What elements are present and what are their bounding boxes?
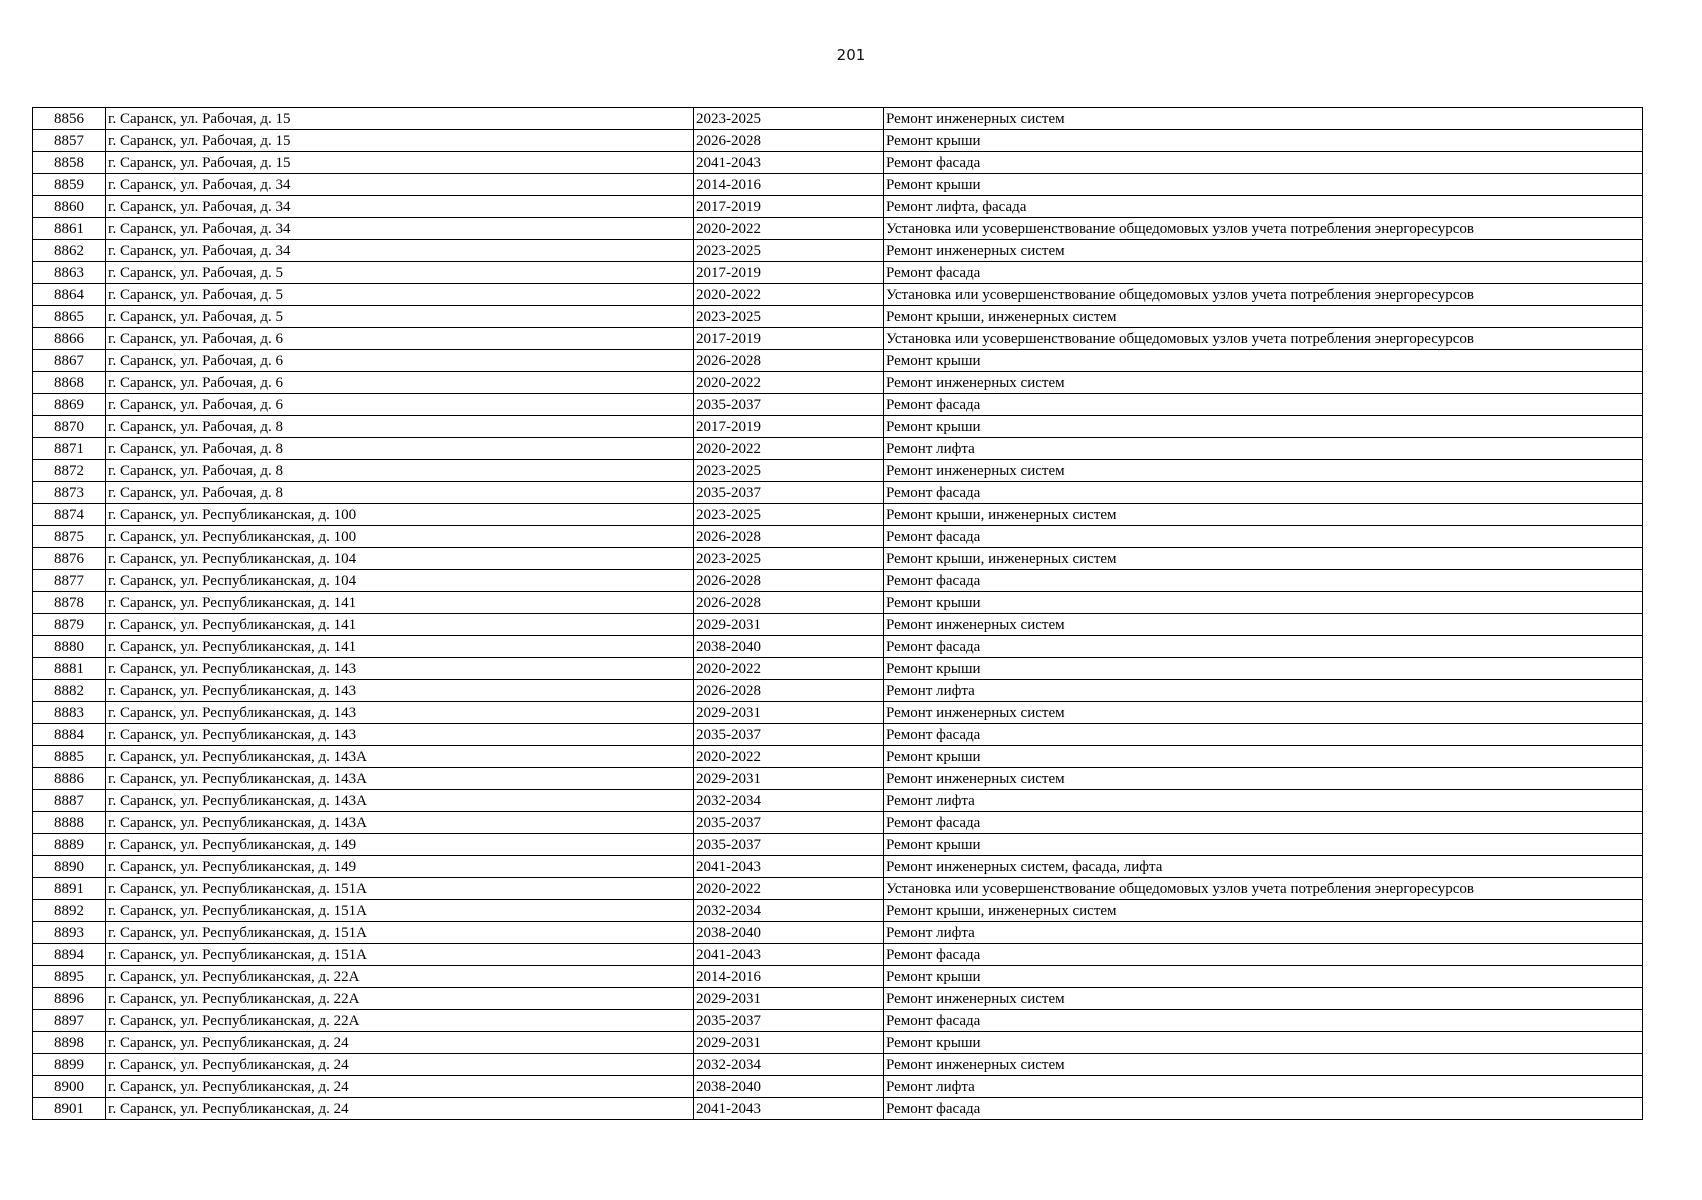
work-type-cell: Ремонт лифта xyxy=(884,790,1643,812)
period-cell: 2017-2019 xyxy=(694,328,884,350)
period-cell: 2023-2025 xyxy=(694,108,884,130)
period-cell: 2017-2019 xyxy=(694,262,884,284)
work-type-cell: Ремонт фасада xyxy=(884,1010,1643,1032)
address-cell: г. Саранск, ул. Республиканская, д. 24 xyxy=(106,1076,694,1098)
row-number-cell: 8895 xyxy=(33,966,106,988)
period-cell: 2032-2034 xyxy=(694,790,884,812)
period-cell: 2029-2031 xyxy=(694,1032,884,1054)
table-row xyxy=(33,240,1643,262)
table-row xyxy=(33,174,1643,196)
address-cell: г. Саранск, ул. Республиканская, д. 141 xyxy=(106,636,694,658)
work-type-cell: Ремонт фасада xyxy=(884,636,1643,658)
period-cell: 2041-2043 xyxy=(694,856,884,878)
address-cell: г. Саранск, ул. Республиканская, д. 143А xyxy=(106,790,694,812)
address-cell: г. Саранск, ул. Республиканская, д. 143А xyxy=(106,768,694,790)
address-cell: г. Саранск, ул. Рабочая, д. 5 xyxy=(106,262,694,284)
period-cell: 2035-2037 xyxy=(694,834,884,856)
address-cell: г. Саранск, ул. Республиканская, д. 22А xyxy=(106,1010,694,1032)
row-number-cell: 8868 xyxy=(33,372,106,394)
table-row xyxy=(33,1054,1643,1076)
address-cell: г. Саранск, ул. Рабочая, д. 34 xyxy=(106,174,694,196)
address-cell: г. Саранск, ул. Республиканская, д. 151А xyxy=(106,878,694,900)
row-number-cell: 8881 xyxy=(33,658,106,680)
address-cell: г. Саранск, ул. Республиканская, д. 149 xyxy=(106,856,694,878)
address-cell: г. Саранск, ул. Республиканская, д. 22А xyxy=(106,966,694,988)
address-cell: г. Саранск, ул. Республиканская, д. 141 xyxy=(106,592,694,614)
row-number-cell: 8889 xyxy=(33,834,106,856)
row-number-cell: 8856 xyxy=(33,108,106,130)
work-type-cell: Ремонт крыши xyxy=(884,746,1643,768)
work-type-cell: Установка или усовершенствование общедомовых узлов учета потребления энергоресурсов xyxy=(884,218,1643,240)
row-number-cell: 8857 xyxy=(33,130,106,152)
work-type-cell: Ремонт инженерных систем xyxy=(884,614,1643,636)
row-number-cell: 8872 xyxy=(33,460,106,482)
period-cell: 2035-2037 xyxy=(694,482,884,504)
period-cell: 2026-2028 xyxy=(694,350,884,372)
address-cell: г. Саранск, ул. Республиканская, д. 22А xyxy=(106,988,694,1010)
table-row xyxy=(33,328,1643,350)
table-row xyxy=(33,372,1643,394)
row-number-cell: 8860 xyxy=(33,196,106,218)
table-row xyxy=(33,350,1643,372)
row-number-cell: 8886 xyxy=(33,768,106,790)
row-number-cell: 8888 xyxy=(33,812,106,834)
table-body xyxy=(33,108,1643,1120)
address-cell: г. Саранск, ул. Республиканская, д. 100 xyxy=(106,504,694,526)
address-cell: г. Саранск, ул. Республиканская, д. 151А xyxy=(106,944,694,966)
row-number-cell: 8880 xyxy=(33,636,106,658)
table-row xyxy=(33,614,1643,636)
work-type-cell: Ремонт фасада xyxy=(884,262,1643,284)
address-cell: г. Саранск, ул. Рабочая, д. 34 xyxy=(106,218,694,240)
address-cell: г. Саранск, ул. Республиканская, д. 143 xyxy=(106,680,694,702)
work-type-cell: Ремонт инженерных систем xyxy=(884,988,1643,1010)
period-cell: 2035-2037 xyxy=(694,394,884,416)
period-cell: 2029-2031 xyxy=(694,702,884,724)
address-cell: г. Саранск, ул. Республиканская, д. 149 xyxy=(106,834,694,856)
period-cell: 2041-2043 xyxy=(694,152,884,174)
address-cell: г. Саранск, ул. Рабочая, д. 6 xyxy=(106,394,694,416)
row-number-cell: 8901 xyxy=(33,1098,106,1120)
period-cell: 2023-2025 xyxy=(694,306,884,328)
address-cell: г. Саранск, ул. Рабочая, д. 8 xyxy=(106,416,694,438)
table-row xyxy=(33,482,1643,504)
table-row xyxy=(33,790,1643,812)
row-number-cell: 8885 xyxy=(33,746,106,768)
table-row xyxy=(33,988,1643,1010)
work-type-cell: Установка или усовершенствование общедомовых узлов учета потребления энергоресурсов xyxy=(884,284,1643,306)
period-cell: 2020-2022 xyxy=(694,284,884,306)
period-cell: 2032-2034 xyxy=(694,900,884,922)
work-type-cell: Ремонт инженерных систем xyxy=(884,372,1643,394)
address-cell: г. Саранск, ул. Республиканская, д. 24 xyxy=(106,1098,694,1120)
period-cell: 2020-2022 xyxy=(694,372,884,394)
table-row xyxy=(33,196,1643,218)
row-number-cell: 8873 xyxy=(33,482,106,504)
work-type-cell: Ремонт крыши xyxy=(884,834,1643,856)
period-cell: 2014-2016 xyxy=(694,174,884,196)
address-cell: г. Саранск, ул. Республиканская, д. 151А xyxy=(106,922,694,944)
period-cell: 2038-2040 xyxy=(694,922,884,944)
table-row xyxy=(33,262,1643,284)
row-number-cell: 8862 xyxy=(33,240,106,262)
table-row xyxy=(33,658,1643,680)
work-type-cell: Ремонт лифта xyxy=(884,438,1643,460)
table-row xyxy=(33,218,1643,240)
row-number-cell: 8894 xyxy=(33,944,106,966)
work-type-cell: Ремонт инженерных систем, фасада, лифта xyxy=(884,856,1643,878)
period-cell: 2035-2037 xyxy=(694,1010,884,1032)
period-cell: 2026-2028 xyxy=(694,130,884,152)
row-number-cell: 8893 xyxy=(33,922,106,944)
period-cell: 2038-2040 xyxy=(694,1076,884,1098)
period-cell: 2020-2022 xyxy=(694,218,884,240)
address-cell: г. Саранск, ул. Республиканская, д. 141 xyxy=(106,614,694,636)
period-cell: 2014-2016 xyxy=(694,966,884,988)
work-type-cell: Ремонт лифта xyxy=(884,922,1643,944)
address-cell: г. Саранск, ул. Рабочая, д. 34 xyxy=(106,240,694,262)
table-row xyxy=(33,548,1643,570)
table-row xyxy=(33,636,1643,658)
address-cell: г. Саранск, ул. Республиканская, д. 143 xyxy=(106,702,694,724)
work-type-cell: Установка или усовершенствование общедомовых узлов учета потребления энергоресурсов xyxy=(884,878,1643,900)
row-number-cell: 8863 xyxy=(33,262,106,284)
period-cell: 2026-2028 xyxy=(694,570,884,592)
period-cell: 2026-2028 xyxy=(694,526,884,548)
row-number-cell: 8882 xyxy=(33,680,106,702)
work-type-cell: Ремонт крыши, инженерных систем xyxy=(884,504,1643,526)
row-number-cell: 8897 xyxy=(33,1010,106,1032)
row-number-cell: 8900 xyxy=(33,1076,106,1098)
work-type-cell: Ремонт крыши xyxy=(884,174,1643,196)
work-type-cell: Ремонт лифта, фасада xyxy=(884,196,1643,218)
work-type-cell: Установка или усовершенствование общедомовых узлов учета потребления энергоресурсов xyxy=(884,328,1643,350)
table-row xyxy=(33,108,1643,130)
row-number-cell: 8877 xyxy=(33,570,106,592)
address-cell: г. Саранск, ул. Республиканская, д. 143А xyxy=(106,812,694,834)
row-number-cell: 8896 xyxy=(33,988,106,1010)
address-cell: г. Саранск, ул. Рабочая, д. 15 xyxy=(106,152,694,174)
row-number-cell: 8866 xyxy=(33,328,106,350)
work-type-cell: Ремонт инженерных систем xyxy=(884,108,1643,130)
address-cell: г. Саранск, ул. Республиканская, д. 24 xyxy=(106,1054,694,1076)
period-cell: 2032-2034 xyxy=(694,1054,884,1076)
table-row xyxy=(33,1076,1643,1098)
address-cell: г. Саранск, ул. Рабочая, д. 15 xyxy=(106,130,694,152)
address-cell: г. Саранск, ул. Рабочая, д. 6 xyxy=(106,350,694,372)
period-cell: 2023-2025 xyxy=(694,504,884,526)
work-type-cell: Ремонт лифта xyxy=(884,1076,1643,1098)
period-cell: 2029-2031 xyxy=(694,988,884,1010)
work-type-cell: Ремонт фасада xyxy=(884,482,1643,504)
table-row xyxy=(33,922,1643,944)
work-type-cell: Ремонт крыши xyxy=(884,130,1643,152)
address-cell: г. Саранск, ул. Рабочая, д. 6 xyxy=(106,372,694,394)
work-type-cell: Ремонт фасада xyxy=(884,152,1643,174)
work-type-cell: Ремонт фасада xyxy=(884,570,1643,592)
row-number-cell: 8887 xyxy=(33,790,106,812)
row-number-cell: 8876 xyxy=(33,548,106,570)
work-type-cell: Ремонт лифта xyxy=(884,680,1643,702)
row-number-cell: 8891 xyxy=(33,878,106,900)
work-type-cell: Ремонт фасада xyxy=(884,944,1643,966)
row-number-cell: 8890 xyxy=(33,856,106,878)
work-type-cell: Ремонт крыши xyxy=(884,966,1643,988)
period-cell: 2026-2028 xyxy=(694,680,884,702)
address-cell: г. Саранск, ул. Республиканская, д. 100 xyxy=(106,526,694,548)
work-type-cell: Ремонт крыши, инженерных систем xyxy=(884,548,1643,570)
table-row xyxy=(33,1032,1643,1054)
table-row xyxy=(33,878,1643,900)
table-row xyxy=(33,856,1643,878)
row-number-cell: 8870 xyxy=(33,416,106,438)
work-type-cell: Ремонт фасада xyxy=(884,394,1643,416)
table-row xyxy=(33,416,1643,438)
repair-schedule-table xyxy=(32,107,1643,1120)
row-number-cell: 8858 xyxy=(33,152,106,174)
address-cell: г. Саранск, ул. Республиканская, д. 151А xyxy=(106,900,694,922)
row-number-cell: 8874 xyxy=(33,504,106,526)
row-number-cell: 8898 xyxy=(33,1032,106,1054)
period-cell: 2017-2019 xyxy=(694,416,884,438)
period-cell: 2020-2022 xyxy=(694,438,884,460)
period-cell: 2035-2037 xyxy=(694,724,884,746)
period-cell: 2035-2037 xyxy=(694,812,884,834)
address-cell: г. Саранск, ул. Рабочая, д. 34 xyxy=(106,196,694,218)
work-type-cell: Ремонт крыши xyxy=(884,658,1643,680)
row-number-cell: 8861 xyxy=(33,218,106,240)
address-cell: г. Саранск, ул. Республиканская, д. 143 xyxy=(106,724,694,746)
address-cell: г. Саранск, ул. Рабочая, д. 5 xyxy=(106,306,694,328)
row-number-cell: 8879 xyxy=(33,614,106,636)
row-number-cell: 8865 xyxy=(33,306,106,328)
row-number-cell: 8864 xyxy=(33,284,106,306)
period-cell: 2017-2019 xyxy=(694,196,884,218)
period-cell: 2041-2043 xyxy=(694,944,884,966)
table-row xyxy=(33,834,1643,856)
period-cell: 2038-2040 xyxy=(694,636,884,658)
period-cell: 2026-2028 xyxy=(694,592,884,614)
table-row xyxy=(33,768,1643,790)
period-cell: 2029-2031 xyxy=(694,614,884,636)
work-type-cell: Ремонт фасада xyxy=(884,812,1643,834)
work-type-cell: Ремонт фасада xyxy=(884,724,1643,746)
page-number: 201 xyxy=(836,46,866,64)
row-number-cell: 8869 xyxy=(33,394,106,416)
work-type-cell: Ремонт крыши xyxy=(884,1032,1643,1054)
period-cell: 2023-2025 xyxy=(694,460,884,482)
address-cell: г. Саранск, ул. Республиканская, д. 104 xyxy=(106,548,694,570)
table-row xyxy=(33,1010,1643,1032)
address-cell: г. Саранск, ул. Рабочая, д. 6 xyxy=(106,328,694,350)
work-type-cell: Ремонт крыши xyxy=(884,416,1643,438)
table-row xyxy=(33,130,1643,152)
period-cell: 2029-2031 xyxy=(694,768,884,790)
work-type-cell: Ремонт крыши, инженерных систем xyxy=(884,306,1643,328)
work-type-cell: Ремонт инженерных систем xyxy=(884,1054,1643,1076)
table-row xyxy=(33,284,1643,306)
period-cell: 2020-2022 xyxy=(694,746,884,768)
period-cell: 2023-2025 xyxy=(694,548,884,570)
row-number-cell: 8878 xyxy=(33,592,106,614)
work-type-cell: Ремонт инженерных систем xyxy=(884,460,1643,482)
row-number-cell: 8884 xyxy=(33,724,106,746)
address-cell: г. Саранск, ул. Рабочая, д. 8 xyxy=(106,460,694,482)
table-row xyxy=(33,702,1643,724)
address-cell: г. Саранск, ул. Республиканская, д. 143 xyxy=(106,658,694,680)
table-row xyxy=(33,394,1643,416)
row-number-cell: 8867 xyxy=(33,350,106,372)
table-row xyxy=(33,526,1643,548)
work-type-cell: Ремонт фасада xyxy=(884,526,1643,548)
row-number-cell: 8875 xyxy=(33,526,106,548)
work-type-cell: Ремонт инженерных систем xyxy=(884,240,1643,262)
work-type-cell: Ремонт крыши xyxy=(884,350,1643,372)
address-cell: г. Саранск, ул. Рабочая, д. 15 xyxy=(106,108,694,130)
work-type-cell: Ремонт инженерных систем xyxy=(884,768,1643,790)
work-type-cell: Ремонт фасада xyxy=(884,1098,1643,1120)
table-row xyxy=(33,306,1643,328)
table-row xyxy=(33,680,1643,702)
address-cell: г. Саранск, ул. Республиканская, д. 104 xyxy=(106,570,694,592)
address-cell: г. Саранск, ул. Республиканская, д. 24 xyxy=(106,1032,694,1054)
table-row xyxy=(33,504,1643,526)
address-cell: г. Саранск, ул. Республиканская, д. 143А xyxy=(106,746,694,768)
row-number-cell: 8859 xyxy=(33,174,106,196)
work-type-cell: Ремонт крыши xyxy=(884,592,1643,614)
work-type-cell: Ремонт инженерных систем xyxy=(884,702,1643,724)
table-row xyxy=(33,724,1643,746)
address-cell: г. Саранск, ул. Рабочая, д. 5 xyxy=(106,284,694,306)
period-cell: 2041-2043 xyxy=(694,1098,884,1120)
table-row xyxy=(33,812,1643,834)
table-row xyxy=(33,966,1643,988)
table-row xyxy=(33,900,1643,922)
table-row xyxy=(33,570,1643,592)
table-row xyxy=(33,746,1643,768)
table-row xyxy=(33,152,1643,174)
address-cell: г. Саранск, ул. Рабочая, д. 8 xyxy=(106,438,694,460)
row-number-cell: 8892 xyxy=(33,900,106,922)
period-cell: 2020-2022 xyxy=(694,878,884,900)
table-row xyxy=(33,944,1643,966)
work-type-cell: Ремонт крыши, инженерных систем xyxy=(884,900,1643,922)
table-row xyxy=(33,460,1643,482)
row-number-cell: 8871 xyxy=(33,438,106,460)
period-cell: 2020-2022 xyxy=(694,658,884,680)
row-number-cell: 8883 xyxy=(33,702,106,724)
address-cell: г. Саранск, ул. Рабочая, д. 8 xyxy=(106,482,694,504)
period-cell: 2023-2025 xyxy=(694,240,884,262)
table-row xyxy=(33,438,1643,460)
table-row xyxy=(33,592,1643,614)
row-number-cell: 8899 xyxy=(33,1054,106,1076)
table-row xyxy=(33,1098,1643,1120)
